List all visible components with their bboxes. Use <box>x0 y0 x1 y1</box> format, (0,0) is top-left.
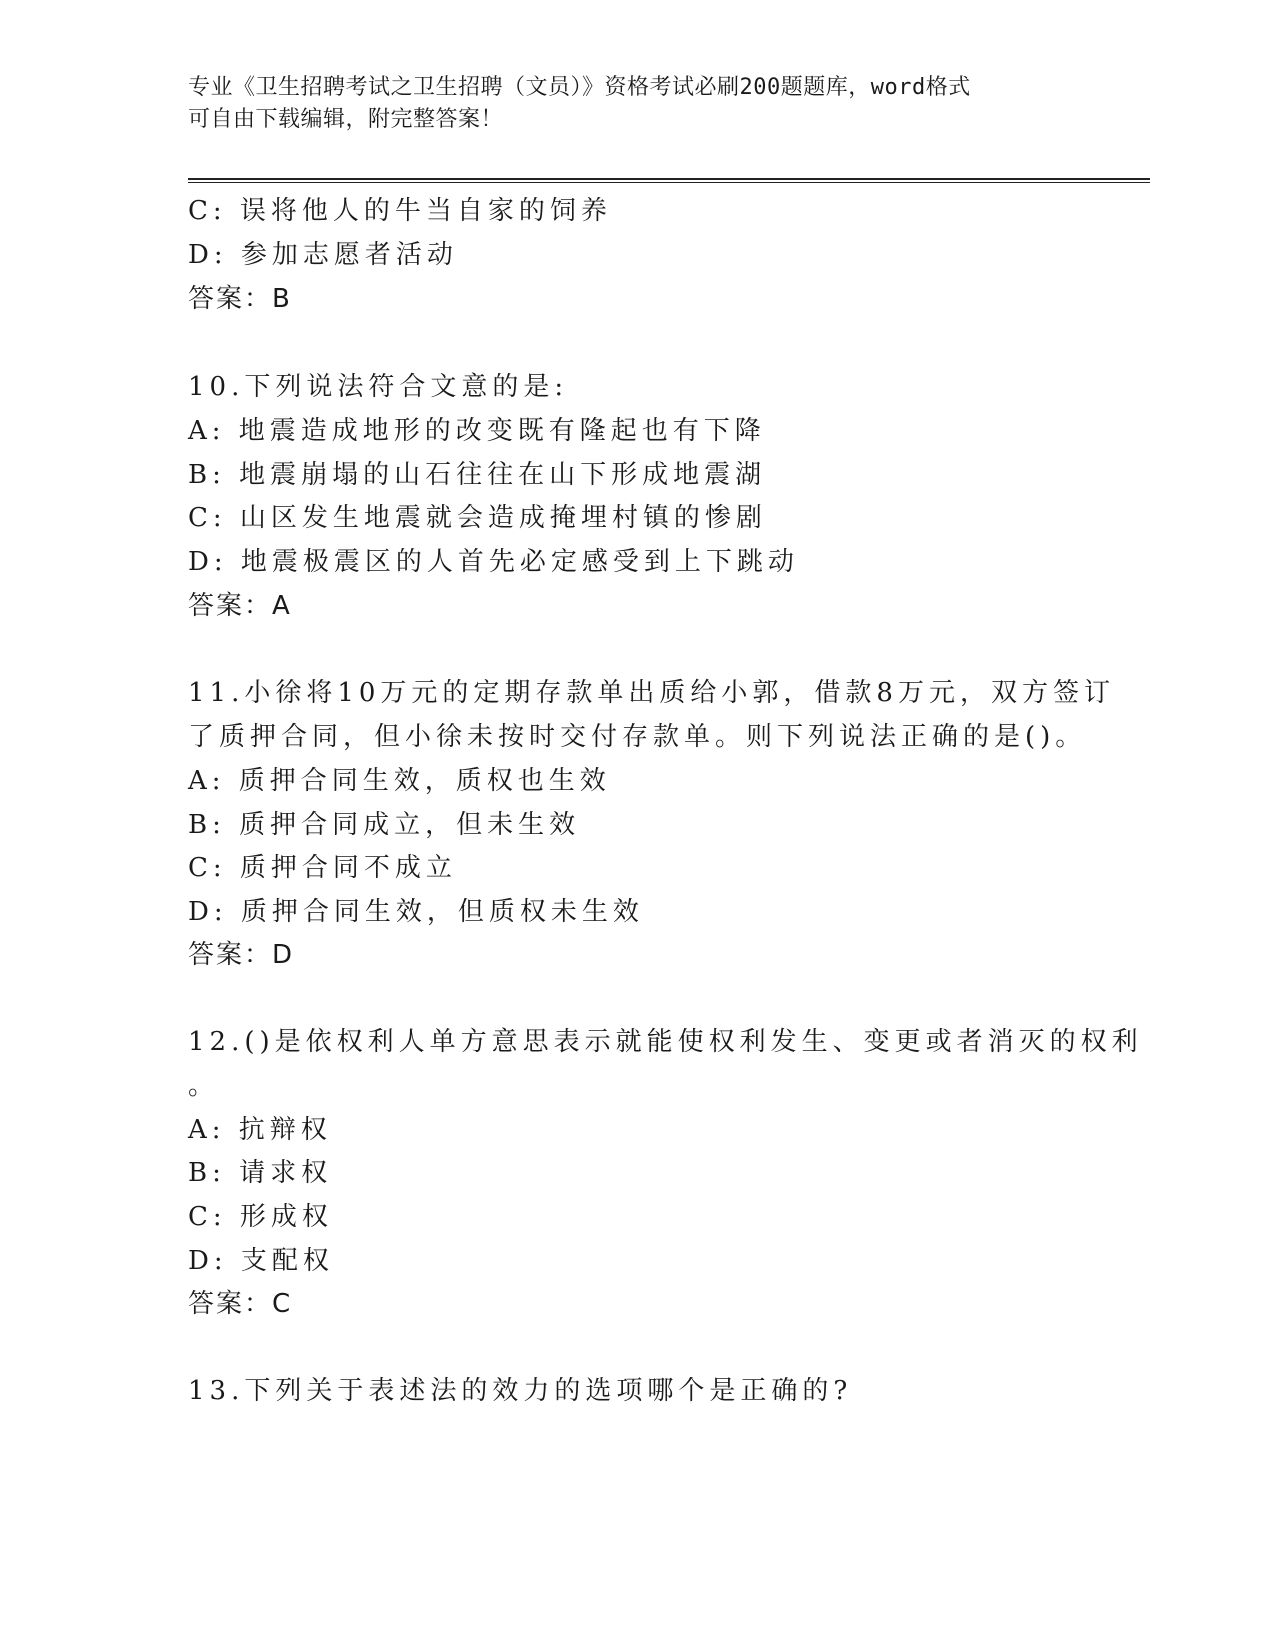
q11-option-c: C: 质押合同不成立 <box>188 853 457 883</box>
q11-option-b: B: 质押合同成立，但未生效 <box>188 810 581 840</box>
header-line-1: 专业《卫生招聘考试之卫生招聘（文员）》资格考试必刷200题题库，word格式 <box>188 75 971 100</box>
q12-stem-line-1: 12.()是依权利人单方意思表示就能使权利发生、变更或者消灭的权利 <box>188 1027 1143 1057</box>
q11-stem-line-1: 11.小徐将10万元的定期存款单出质给小郭，借款8万元，双方签订 <box>188 678 1115 708</box>
header-divider-thin <box>188 182 1150 183</box>
q10-option-a: A: 地震造成地形的改变既有隆起也有下降 <box>188 416 766 446</box>
q12-answer: 答案：C <box>188 1289 293 1319</box>
q10-option-b: B: 地震崩塌的山石往往在山下形成地震湖 <box>188 460 767 490</box>
q12-option-c: C: 形成权 <box>188 1202 333 1232</box>
q10-option-d: D: 地震极震区的人首先必定感受到上下跳动 <box>188 547 799 577</box>
q9-answer: 答案：B <box>188 284 292 314</box>
q12-stem-line-2: 。 <box>188 1071 220 1101</box>
q12-option-d: D: 支配权 <box>188 1246 334 1276</box>
q11-option-a: A: 质押合同生效，质权也生效 <box>188 766 611 796</box>
q13-stem: 13.下列关于表述法的效力的选项哪个是正确的? <box>188 1376 853 1406</box>
document-header <box>188 72 1068 136</box>
q11-stem-line-2: 了质押合同，但小徐未按时交付存款单。则下列说法正确的是()。 <box>188 722 1087 752</box>
q10-option-c: C: 山区发生地震就会造成掩埋村镇的惨剧 <box>188 503 767 533</box>
q10-stem: 10.下列说法符合文意的是: <box>188 372 569 402</box>
q11-option-d: D: 质押合同生效，但质权未生效 <box>188 897 644 927</box>
q12-option-b: B: 请求权 <box>188 1158 333 1188</box>
q9-option-d: D: 参加志愿者活动 <box>188 240 458 270</box>
q10-answer: 答案：A <box>188 591 292 621</box>
q11-answer: 答案：D <box>188 940 295 970</box>
header-divider-thick <box>188 178 1150 180</box>
q12-option-a: A: 抗辩权 <box>188 1115 332 1145</box>
header-line-2: 可自由下载编辑，附完整答案！ <box>188 107 504 132</box>
q9-option-c: C: 误将他人的牛当自家的饲养 <box>188 196 612 226</box>
